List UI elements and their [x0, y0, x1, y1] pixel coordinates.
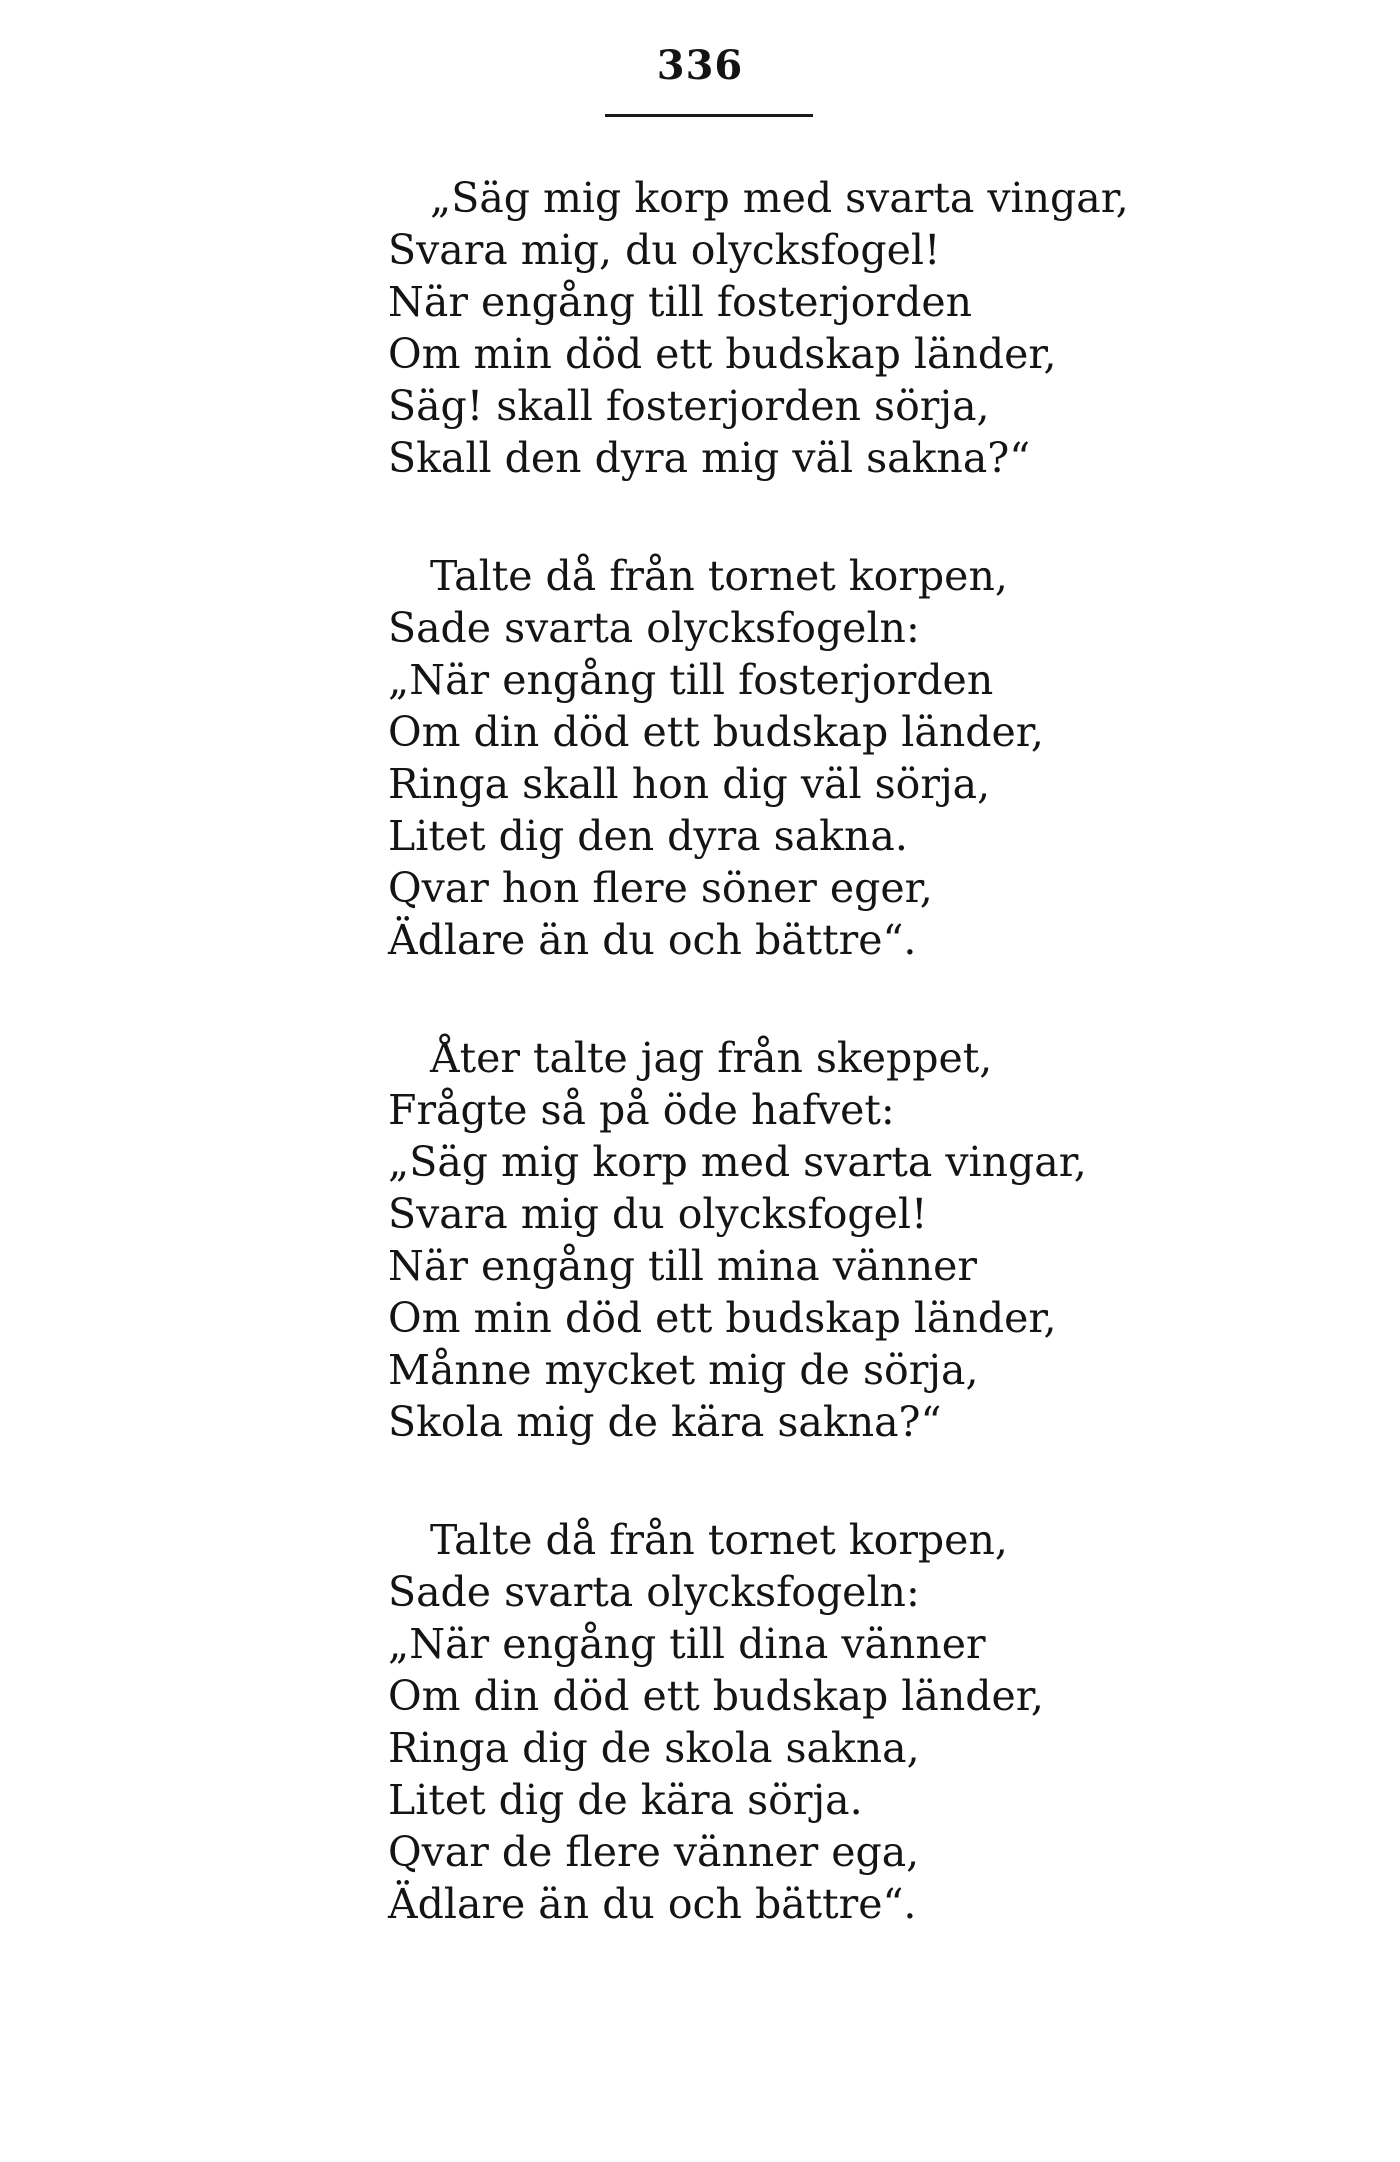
- stanza-3: [388, 1032, 1388, 1448]
- poem-line: Åter talte jag från skeppet,: [430, 1034, 993, 1082]
- poem-line: Ädlare än du och bättre“.: [388, 1880, 917, 1928]
- poem-line: Ringa skall hon dig väl sörja,: [388, 760, 991, 808]
- poem-line: Skall den dyra mig väl sakna?“: [388, 434, 1031, 482]
- poem-line: Sade svarta olycksfogeln:: [388, 604, 920, 652]
- poem-line: Qvar hon flere söner eger,: [388, 864, 933, 912]
- poem-line: Litet dig de kära sörja.: [388, 1776, 863, 1824]
- poem-line: Säg! skall fosterjorden sörja,: [388, 382, 990, 430]
- poem-line: Talte då från tornet korpen,: [430, 1516, 1008, 1564]
- poem-line: När engång till fosterjorden: [388, 278, 972, 326]
- poem-line: Ädlare än du och bättre“.: [388, 916, 917, 964]
- poem-line: Svara mig du olycksfogel!: [388, 1190, 928, 1238]
- poem-line: Qvar de flere vänner ega,: [388, 1828, 920, 1876]
- poem-line: „Säg mig korp med svarta vingar,: [388, 1138, 1087, 1186]
- poem-line: Svara mig, du olycksfogel!: [388, 226, 941, 274]
- poem-line: „När engång till dina vänner: [388, 1620, 986, 1668]
- poem-line: „Säg mig korp med svarta vingar,: [430, 174, 1129, 222]
- poem-line: Ringa dig de skola sakna,: [388, 1724, 920, 1772]
- poem-line: Månne mycket mig de sörja,: [388, 1346, 979, 1394]
- page-number: 336: [656, 42, 744, 89]
- stanza-4: [388, 1514, 1388, 1930]
- poem-line: Om din död ett budskap länder,: [388, 1672, 1044, 1720]
- poem-line: Om min död ett budskap länder,: [388, 1294, 1057, 1342]
- poem-line: Litet dig den dyra sakna.: [388, 812, 908, 860]
- poem-line: „När engång till fosterjorden: [388, 656, 994, 704]
- poem-line: Frågte så på öde hafvet:: [388, 1086, 895, 1134]
- poem-line: Sade svarta olycksfogeln:: [388, 1568, 920, 1616]
- header-rule: [605, 114, 813, 117]
- poem-line: Talte då från tornet korpen,: [430, 552, 1008, 600]
- stanza-1: [388, 172, 1388, 484]
- poem-line: När engång till mina vänner: [388, 1242, 977, 1290]
- stanza-2: [388, 550, 1388, 966]
- poem-line: Skola mig de kära sakna?“: [388, 1398, 942, 1446]
- poem: [388, 172, 1388, 1996]
- poem-line: Om din död ett budskap länder,: [388, 708, 1044, 756]
- poem-line: Om min död ett budskap länder,: [388, 330, 1057, 378]
